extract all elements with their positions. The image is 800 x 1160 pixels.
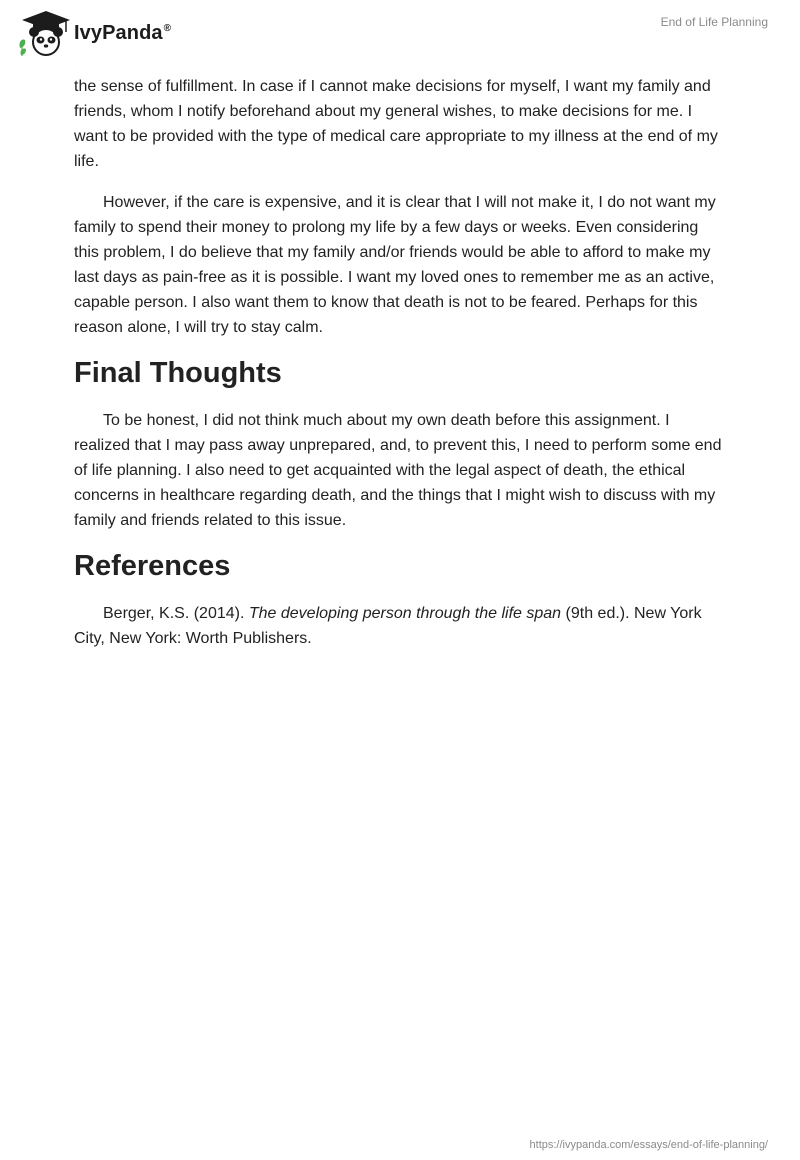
panda-graduate-icon	[16, 8, 72, 58]
registered-mark: ®	[163, 22, 172, 34]
paragraph-1: the sense of fulfillment. In case if I cannot make decisions for myself, I want my family and friends, whom I notify beforehand about my general wishes, to make decisions for me. I want to be provided with the type of medical care appropriate to my illness at the end of my life.	[74, 78, 718, 170]
heading-final-thoughts: Final Thoughts	[74, 357, 282, 389]
essay-body	[74, 74, 724, 651]
reference-entry	[74, 601, 724, 651]
paragraph-3: To be honest, I did not think much about my own death before this assignment. I realized that I may pass away unprepared, and, to prevent this, I need to perform some end of life planning. I also need to get acquainted with the legal aspect of death, the ethical concerns in healthcare regarding death, and the things that I might wish to discuss with my family and friends related to this issue.	[74, 412, 722, 529]
source-url-link[interactable]: https://ivypanda.com/essays/end-of-life-planning/	[529, 1139, 768, 1151]
reference-publisher: (9th ed.). New York City, New York: Worth Publishers.	[74, 605, 702, 647]
page-header	[0, 0, 800, 70]
heading-references: References	[74, 550, 231, 582]
brand-name: IvyPanda®	[74, 21, 172, 44]
paragraph-2: However, if the care is expensive, and it is clear that I will not make it, I do not want my family to spend their money to prolong my life by a few days or weeks. Even considering this problem, I do believe that my family and/or friends would be able to afford to make my last days as pain-free as it is possible. I want my loved ones to remember me as an active, capable person. I also want them to know that death is not to be feared. Perhaps for this reason alone, I will try to stay calm.	[74, 194, 716, 336]
reference-title: The developing person through the life span	[248, 605, 562, 622]
ivypanda-logo[interactable]	[16, 8, 171, 58]
reference-authors: Berger, K.S. (2014).	[103, 605, 249, 622]
document-title: End of Life Planning	[660, 15, 768, 29]
